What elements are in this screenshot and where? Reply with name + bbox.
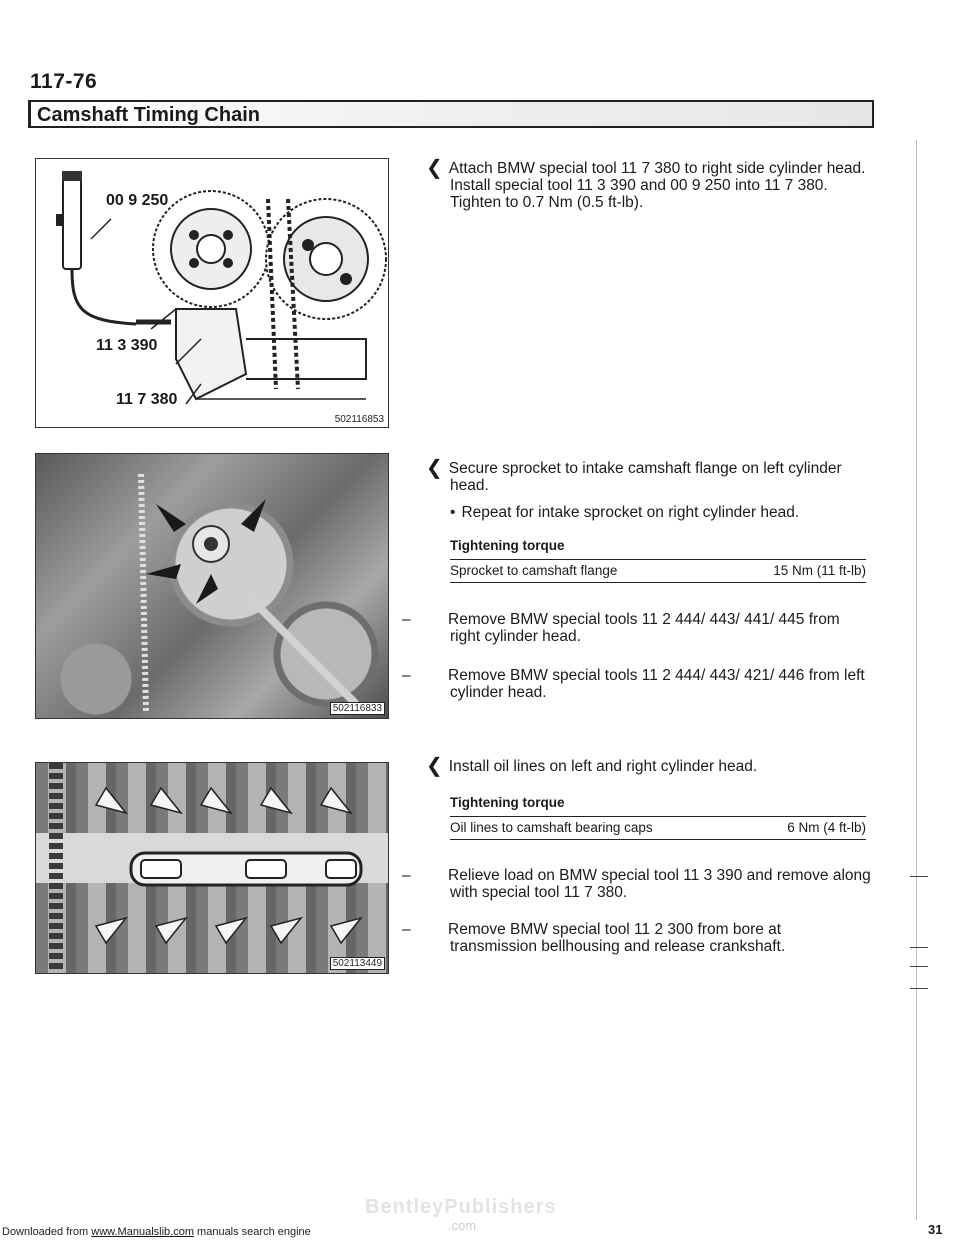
- arrow-left-icon: ❮: [426, 457, 443, 479]
- torque-item: Oil lines to camshaft bearing caps: [450, 820, 653, 835]
- table-row: [450, 560, 866, 582]
- bullet-icon: •: [450, 504, 456, 521]
- footer-download-note: Downloaded from www.Manualslib.com manuals search engine: [2, 1226, 311, 1238]
- torque-value: 6 Nm (4 ft-lb): [787, 820, 866, 835]
- label-11-3-390: 11 3 390: [96, 337, 158, 354]
- edge-tick: [910, 947, 928, 948]
- edge-tick: [910, 876, 928, 877]
- dash-marker: –: [402, 667, 411, 684]
- torque-value: 15 Nm (11 ft-lb): [773, 563, 866, 578]
- edge-tick: [910, 966, 928, 967]
- oil-lines-overlay: [36, 763, 387, 972]
- figure-code: 502116853: [334, 414, 384, 425]
- step-relieve-load: – Relieve load on BMW special tool 11 3 390 and remove along with special tool 11 7 380.: [402, 867, 871, 901]
- torque-item: Sprocket to camshaft flange: [450, 563, 618, 578]
- figure-sprocket-photo: [35, 453, 389, 719]
- step-attach-tool: ❮ Attach BMW special tool 11 7 380 to right side cylinder head. Install special tool 11 3 390 and 00 9 250 into 11 7 380. Tighten to 0.7 Nm (0.5 ft-lb).: [426, 157, 866, 211]
- dash-marker: –: [402, 921, 411, 938]
- figure-oil-lines-photo: [35, 762, 389, 974]
- page-number: 117-76: [30, 70, 98, 93]
- arrow-left-icon: ❮: [426, 157, 443, 179]
- section-title: Camshaft Timing Chain: [37, 104, 260, 126]
- torque-table-oil-lines: [450, 795, 866, 840]
- sprocket-photo-overlay: [36, 454, 387, 717]
- figure-special-tool-drawing: [35, 158, 389, 428]
- step-install-oil-lines: ❮ Install oil lines on left and right cylinder head.: [426, 755, 758, 777]
- dash-marker: –: [402, 611, 411, 628]
- step-remove-left: – Remove BMW special tools 11 2 444/ 443/ 421/ 446 from left cylinder head.: [402, 667, 865, 701]
- tool-drawing: [36, 159, 387, 426]
- step-secure-sprocket: ❮ Secure sprocket to intake camshaft flange on left cylinder head.: [426, 457, 842, 494]
- label-11-7-380: 11 7 380: [116, 391, 178, 408]
- step-remove-bore-tool: – Remove BMW special tool 11 2 300 from bore at transmission bellhousing and release crankshaft.: [402, 921, 786, 955]
- edge-tick: [910, 988, 928, 989]
- table-row: [450, 817, 866, 839]
- manualslib-link[interactable]: www.Manualslib.com: [91, 1226, 194, 1238]
- arrow-left-icon: ❮: [426, 755, 443, 777]
- torque-table-body: [450, 559, 866, 583]
- publisher-watermark: BentleyPublishers: [365, 1196, 557, 1218]
- torque-table-sprocket: [450, 538, 866, 583]
- step-remove-right: – Remove BMW special tools 11 2 444/ 443/ 441/ 445 from right cylinder head.: [402, 611, 840, 645]
- dash-marker: –: [402, 867, 411, 884]
- figure-code: 502116833: [330, 702, 385, 715]
- edge-line: [916, 140, 917, 1220]
- torque-table-body: [450, 816, 866, 840]
- bullet-repeat: • Repeat for intake sprocket on right cylinder head.: [450, 504, 800, 521]
- torque-table-title: Tightening torque: [450, 795, 565, 810]
- figure-code: 502113449: [330, 957, 385, 970]
- section-title-bar: [28, 100, 874, 128]
- footer-page-code: 31: [928, 1222, 943, 1237]
- publisher-watermark-sub: .com: [448, 1218, 477, 1233]
- label-00-9-250: 00 9 250: [106, 192, 169, 209]
- torque-table-title: Tightening torque: [450, 538, 565, 553]
